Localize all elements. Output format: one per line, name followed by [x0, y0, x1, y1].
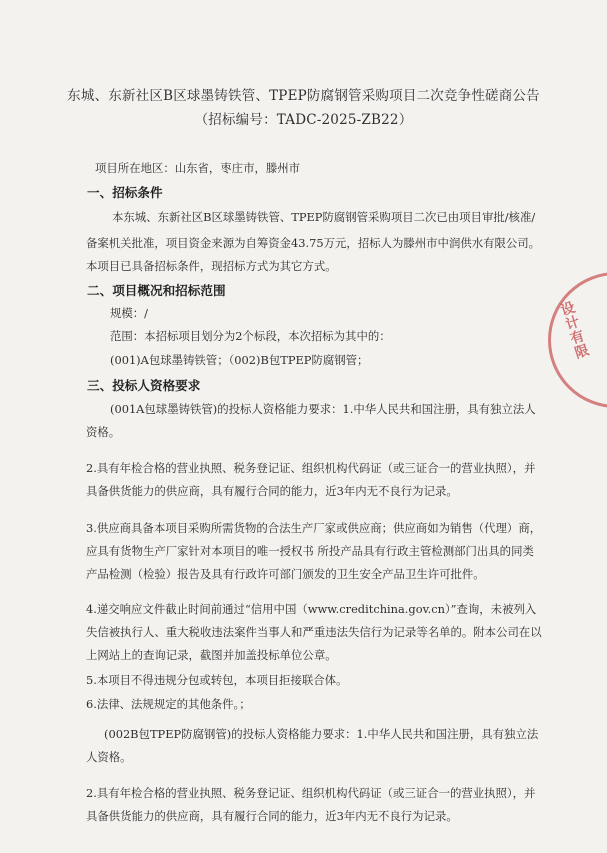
- paragraph-line: 5.本项目不得违规分包或转包，本项目拒接联合体。: [86, 673, 348, 687]
- paragraph-line: (002B包TPEP防腐钢管)的投标人资格能力要求：1.中华人民共和国注册，具有独立法: [104, 727, 539, 741]
- paragraph-line: 规模：/: [110, 306, 149, 320]
- paragraph-line: 应具有货物生产厂家针对本项目的唯一授权书 所投产品具有行政主管检测部门出具的同类: [86, 544, 534, 558]
- paragraph-line: 产品检测（检验）报告及具有行政许可部门颁发的卫生安全产品卫生许可批件。: [86, 567, 485, 581]
- paragraph-line: 3.供应商具备本项目采购所需货物的合法生产厂家或供应商；供应商如为销售（代理）商，: [86, 521, 542, 535]
- paragraph-line: 失信被执行人、重大税收违法案件当事人和严重违法失信行为记录等名单的。附本公司在以: [86, 625, 542, 639]
- paragraph-line: 本东城、东新社区B区球墨铸铁管、TPEP防腐钢管采购项目二次已由项目审批/核准/: [112, 210, 536, 224]
- paragraph-line: 4.递交响应文件截止时间前通过“信用中国（www.creditchina.gov.cn）”查询，未被列入: [86, 602, 537, 616]
- paragraph-line: 资格。: [86, 425, 121, 439]
- tender-number: （招标编号：TADC-2025-ZB22）: [194, 112, 413, 128]
- paragraph-line: 2.具有年检合格的营业执照、税务登记证、组织机构代码证（或三证合一的营业执照），并: [86, 461, 536, 475]
- company-seal-text: 设计有限: [558, 299, 592, 362]
- section-2-heading: 二、项目概况和招标范围: [87, 283, 226, 298]
- paragraph-line: 本项目已具备招标条件，现招标方式为其它方式。: [86, 259, 337, 273]
- section-3-heading: 三、投标人资格要求: [87, 378, 201, 393]
- paragraph-line: 上网站上的查询记录，截图并加盖投标单位公章。: [86, 648, 337, 662]
- section-1-heading: 一、招标条件: [87, 185, 163, 200]
- paragraph-line: 6.法律、法规规定的其他条件。；: [86, 697, 251, 711]
- paragraph-line: 具备供货能力的供应商，具有履行合同的能力，近3年内无不良行为记录。: [86, 484, 458, 498]
- project-location: 项目所在地区：山东省，枣庄市，滕州市: [95, 161, 301, 175]
- paragraph-line: 具备供货能力的供应商，具有履行合同的能力，近3年内无不良行为记录。: [86, 809, 458, 823]
- document-title: 东城、东新社区B区球墨铸铁管、TPEP防腐钢管采购项目二次竞争性磋商公告: [67, 88, 540, 104]
- paragraph-line: 人资格。: [86, 750, 132, 764]
- paragraph-line: 范围：本招标项目划分为2个标段，本次招标为其中的：: [110, 329, 391, 343]
- paragraph-line: 2.具有年检合格的营业执照、税务登记证、组织机构代码证（或三证合一的营业执照），并: [86, 786, 536, 800]
- paragraph-line: (001A包球墨铸铁管)的投标人资格能力要求：1.中华人民共和国注册，具有独立法人: [110, 402, 536, 416]
- paragraph-line: (001)A包球墨铸铁管；（002)B包TPEP防腐钢管；: [110, 353, 369, 367]
- paragraph-line: 备案机关批准，项目资金来源为自筹资金43.75万元，招标人为滕州市中润供水有限公司。: [86, 236, 541, 250]
